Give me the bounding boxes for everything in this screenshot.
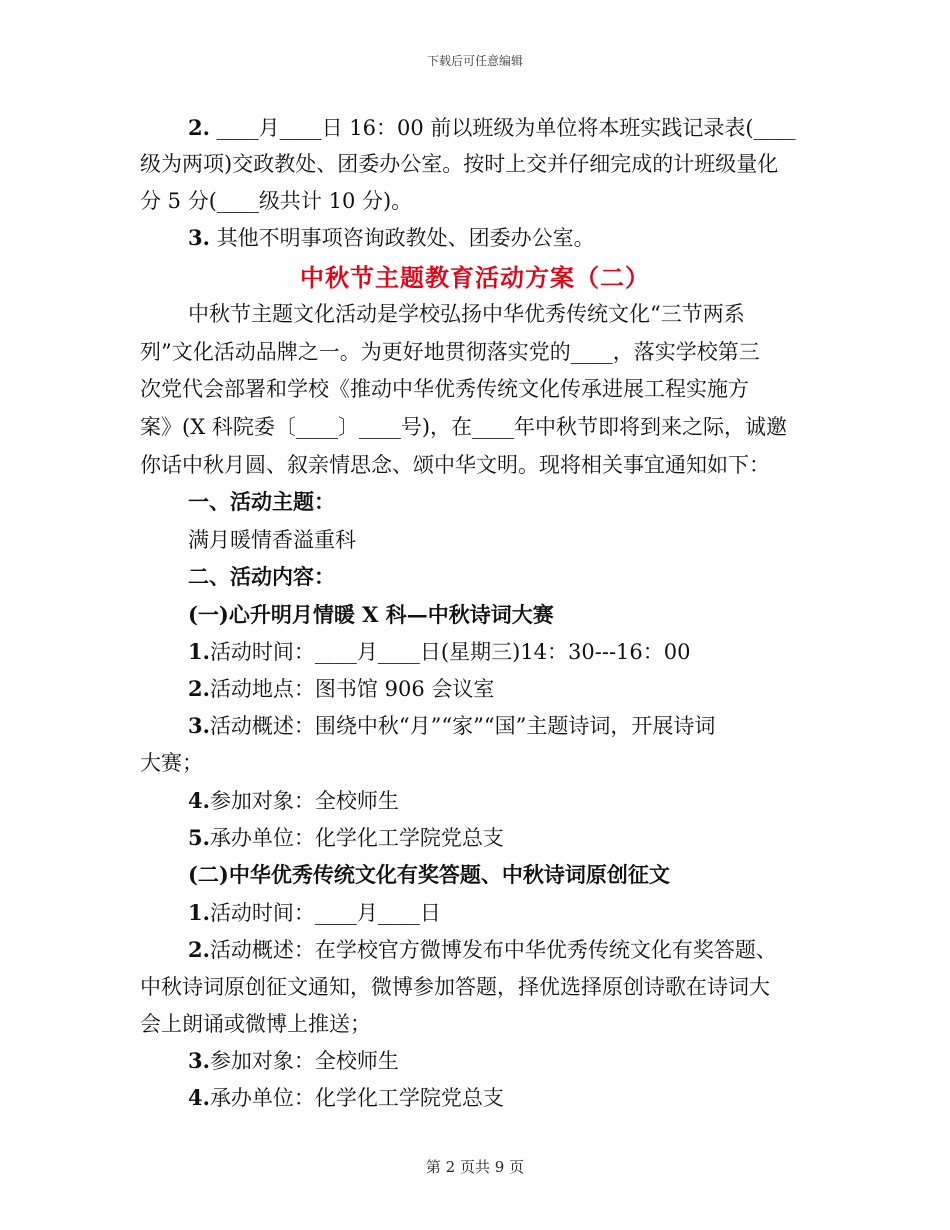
subsection-2-heading: (二)中华优秀传统文化有奖答题、中秋诗词原创征文 [188,862,670,887]
sub2-item-3 [188,1047,399,1075]
sub1-item-4 [188,787,399,815]
page-footer: 第 2 页共 9 页 [425,1158,525,1176]
sub1-item-5-number: 5. [188,825,210,850]
page-header: 下载后可任意编辑 [426,54,523,68]
sub2-item-1 [188,899,441,927]
sub1-item-3-text: 活动概述：围绕中秋“月”“家”“国”主题诗词，开展诗词 [209,714,716,738]
item-2-line-3: 分 5 分(____级共计 10 分)。 [140,189,413,213]
section-2-heading: 二、活动内容： [188,564,335,589]
item-2-text-1: ____月____日 16：00 前以班级为单位将本班实践记录表(____ [216,116,796,140]
sub2-item-3-number: 3. [188,1048,210,1073]
sub2-item-2-text: 活动概述：在学校官方微博发布中华优秀传统文化有奖答题、 [209,938,777,962]
sub2-item-4-number: 4. [188,1085,210,1110]
item-3-line [188,224,595,252]
section-1-heading: 一、活动主题： [188,489,335,514]
sub2-item-2-cont-2 [140,1010,371,1038]
sub2-item-2-cont-2-text: 会上朗诵或微博上推送； [140,1012,371,1036]
sub2-item-4-text: 承办单位：化学化工学院党总支 [209,1086,504,1110]
sub2-item-2-number: 2. [188,937,210,962]
sub1-item-4-number: 4. [188,788,210,813]
sub1-item-3-number: 3. [188,713,210,738]
sub1-item-1-number: 1. [188,639,210,664]
sub1-item-5 [188,824,504,852]
sub2-item-2-cont-1 [140,973,770,1001]
sub2-item-3-text: 参加对象：全校师生 [209,1049,399,1073]
document-title: 中秋节主题教育活动方案（二） [300,263,650,292]
intro-line-5: 你话中秋月圆、叙亲情思念、颂中华文明。现将相关事宜通知如下： [140,453,770,477]
sub2-item-2 [188,936,777,964]
intro-line-4: 案》(X 科院委〔____〕____号)，在____年中秋节即将到来之际，诚邀 [140,415,788,439]
item-3-number: 3. [188,225,210,250]
item-2-number: 2. [188,115,210,140]
sub1-item-5-text: 承办单位：化学化工学院党总支 [209,826,504,850]
sub2-item-1-number: 1. [188,900,210,925]
subsection-1-heading: (一)心升明月情暖 X 科—中秋诗词大赛 [188,602,554,627]
sub1-item-4-text: 参加对象：全校师生 [209,789,399,813]
sub1-item-2-text: 活动地点：图书馆 906 会议室 [209,677,495,701]
sub1-item-2 [188,675,494,703]
sub1-item-3 [188,712,715,740]
intro-line-2: 列”文化活动品牌之一。为更好地贯彻落实党的____，落实学校第三 [140,340,760,364]
sub2-item-1-text: 活动时间：____月____日 [209,901,441,925]
intro-line-1: 中秋节主题文化活动是学校弘扬中华优秀传统文化“三节两系 [188,302,745,326]
section-1-text: 满月暖情香溢重科 [188,528,356,552]
sub2-item-2-cont-1-text: 中秋诗词原创征文通知，微博参加答题，择优选择原创诗歌在诗词大 [140,975,770,999]
sub1-item-3-cont [140,749,203,777]
item-2-line-1 [188,114,796,142]
item-2-line-2: 级为两项)交政教处、团委办公室。按时上交并仔细完成的计班级量化 [140,152,779,176]
item-3-text: 其他不明事项咨询政教处、团委办公室。 [216,226,595,250]
sub1-item-1-text: 活动时间：____月____日(星期三)14：30---16：00 [209,640,691,664]
sub1-item-1 [188,638,691,666]
sub1-item-2-number: 2. [188,676,210,701]
sub2-item-4 [188,1084,504,1112]
sub1-item-3-cont-text: 大赛； [140,751,203,775]
intro-line-3: 次党代会部署和学校《推动中华优秀传统文化传承进展工程实施方 [140,377,749,401]
